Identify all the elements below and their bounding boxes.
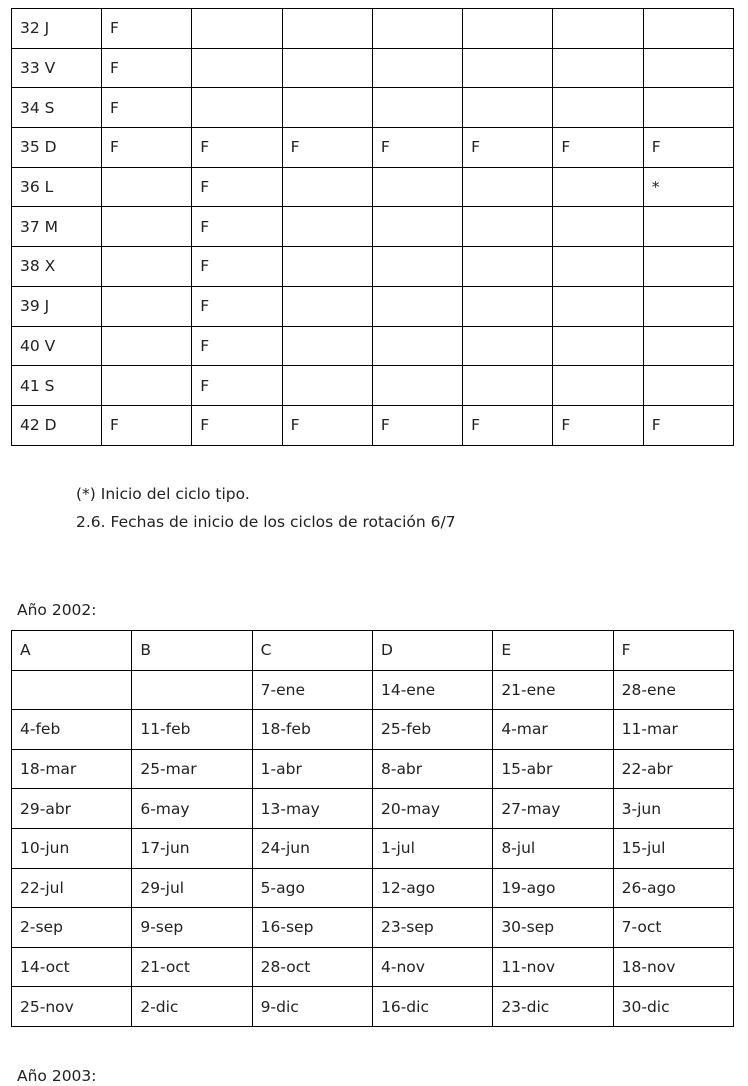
shift-cell [463,48,553,88]
shift-cell [282,167,372,207]
year-2002-table-body [12,670,734,1026]
date-cell: 18-mar [12,749,132,789]
shift-cell [553,207,643,247]
date-cell: 11-feb [132,710,252,750]
column-header: C [252,631,372,671]
table-row [12,128,734,168]
day-cell: 40 V [12,326,102,366]
date-cell: 29-abr [12,789,132,829]
shift-cell [102,207,192,247]
table-row [12,326,734,366]
date-cell: 9-dic [252,987,372,1027]
shift-cell: F [643,405,733,445]
shift-cell [463,167,553,207]
year-2002-table [11,630,734,1027]
shift-cell [463,9,553,49]
date-cell: 14-ene [372,670,492,710]
table-row [12,88,734,128]
shift-cell [643,207,733,247]
date-cell: 10-jun [12,828,132,868]
shift-cell [192,48,282,88]
shift-cell [643,247,733,287]
shift-cell [463,88,553,128]
section-heading: 2.6. Fechas de inicio de los ciclos de rotación 6/7 [76,513,456,531]
shift-cell [553,366,643,406]
shift-cell [192,88,282,128]
date-cell: 23-dic [493,987,613,1027]
rotation-table-body [12,9,734,446]
shift-cell [372,247,462,287]
date-cell: 15-abr [493,749,613,789]
shift-cell [463,366,553,406]
date-cell: 23-sep [372,908,492,948]
shift-cell [372,48,462,88]
table-row [12,48,734,88]
shift-cell [372,366,462,406]
date-cell: 18-nov [613,947,733,987]
shift-cell [553,286,643,326]
day-cell: 32 J [12,9,102,49]
table-row [12,710,734,750]
shift-cell: F [192,366,282,406]
date-cell: 3-jun [613,789,733,829]
shift-cell: F [192,128,282,168]
date-cell: 21-oct [132,947,252,987]
shift-cell [643,366,733,406]
shift-cell [463,286,553,326]
shift-cell [282,207,372,247]
shift-cell [463,247,553,287]
shift-cell [643,88,733,128]
date-cell: 8-abr [372,749,492,789]
shift-cell [643,326,733,366]
shift-cell [643,9,733,49]
shift-cell [643,286,733,326]
date-cell: 4-feb [12,710,132,750]
column-header: A [12,631,132,671]
shift-cell [102,167,192,207]
table-row [12,908,734,948]
date-cell: 7-oct [613,908,733,948]
shift-cell: F [463,128,553,168]
date-cell: 22-jul [12,868,132,908]
date-cell: 25-nov [12,987,132,1027]
date-cell: 7-ene [252,670,372,710]
date-cell: 20-may [372,789,492,829]
date-cell [132,670,252,710]
date-cell: 5-ago [252,868,372,908]
shift-cell [372,207,462,247]
date-cell: 17-jun [132,828,252,868]
shift-cell [372,326,462,366]
shift-cell [192,9,282,49]
shift-cell [102,286,192,326]
shift-cell: F [553,128,643,168]
shift-cell [463,207,553,247]
shift-cell [553,247,643,287]
date-cell: 16-dic [372,987,492,1027]
shift-cell [553,326,643,366]
column-header: E [493,631,613,671]
date-cell: 22-abr [613,749,733,789]
table-row [12,749,734,789]
date-cell: 16-sep [252,908,372,948]
date-cell: 4-nov [372,947,492,987]
date-cell: 21-ene [493,670,613,710]
shift-cell [282,326,372,366]
shift-cell: F [192,207,282,247]
shift-cell [372,9,462,49]
shift-cell [282,366,372,406]
shift-cell: F [282,405,372,445]
shift-cell [102,247,192,287]
date-cell: 25-feb [372,710,492,750]
table-row [12,286,734,326]
shift-cell [372,286,462,326]
shift-cell [553,88,643,128]
shift-cell: F [102,48,192,88]
date-cell: 25-mar [132,749,252,789]
table-row [12,247,734,287]
table-row [12,670,734,710]
shift-cell [643,48,733,88]
day-cell: 37 M [12,207,102,247]
table-row [12,947,734,987]
day-cell: 38 X [12,247,102,287]
date-cell: 11-nov [493,947,613,987]
shift-cell: F [192,247,282,287]
table-row [12,789,734,829]
year-2002-title: Año 2002: [17,601,97,619]
date-cell: 29-jul [132,868,252,908]
date-cell [12,670,132,710]
day-cell: 42 D [12,405,102,445]
date-cell: 8-jul [493,828,613,868]
date-cell: 27-may [493,789,613,829]
shift-cell [553,167,643,207]
shift-cell [282,48,372,88]
shift-cell [102,326,192,366]
shift-cell [282,247,372,287]
date-cell: 19-ago [493,868,613,908]
date-cell: 2-sep [12,908,132,948]
shift-cell: F [102,9,192,49]
shift-cell: F [282,128,372,168]
shift-cell: F [192,286,282,326]
table-row [12,405,734,445]
table-row [12,167,734,207]
date-cell: 28-oct [252,947,372,987]
date-cell: 26-ago [613,868,733,908]
date-cell: 1-jul [372,828,492,868]
shift-cell: F [463,405,553,445]
table-row [12,987,734,1027]
column-header: F [613,631,733,671]
day-cell: 34 S [12,88,102,128]
date-cell: 13-may [252,789,372,829]
shift-cell [282,9,372,49]
date-cell: 28-ene [613,670,733,710]
year-2003-title: Año 2003: [17,1067,97,1085]
header-row [12,631,734,671]
date-cell: 14-oct [12,947,132,987]
shift-cell: * [643,167,733,207]
shift-cell: F [372,128,462,168]
year-2002-table-header [12,631,734,671]
shift-cell: F [102,405,192,445]
day-cell: 35 D [12,128,102,168]
day-cell: 39 J [12,286,102,326]
shift-cell: F [102,88,192,128]
shift-cell [553,48,643,88]
day-cell: 36 L [12,167,102,207]
table-row [12,868,734,908]
column-header: B [132,631,252,671]
date-cell: 6-may [132,789,252,829]
shift-cell [553,9,643,49]
shift-cell [463,326,553,366]
day-cell: 33 V [12,48,102,88]
table-row [12,366,734,406]
footnote: (*) Inicio del ciclo tipo. [76,485,250,503]
shift-cell [282,88,372,128]
shift-cell: F [643,128,733,168]
date-cell: 15-jul [613,828,733,868]
date-cell: 1-abr [252,749,372,789]
date-cell: 11-mar [613,710,733,750]
table-row [12,9,734,49]
date-cell: 18-feb [252,710,372,750]
shift-cell: F [372,405,462,445]
shift-cell [102,366,192,406]
shift-cell [282,286,372,326]
shift-cell: F [102,128,192,168]
date-cell: 30-dic [613,987,733,1027]
shift-cell: F [192,167,282,207]
shift-cell: F [192,326,282,366]
shift-cell: F [192,405,282,445]
shift-cell: F [553,405,643,445]
table-row [12,207,734,247]
date-cell: 24-jun [252,828,372,868]
column-header: D [372,631,492,671]
date-cell: 2-dic [132,987,252,1027]
date-cell: 12-ago [372,868,492,908]
date-cell: 9-sep [132,908,252,948]
day-cell: 41 S [12,366,102,406]
shift-cell [372,88,462,128]
shift-cell [372,167,462,207]
date-cell: 30-sep [493,908,613,948]
date-cell: 4-mar [493,710,613,750]
table-row [12,828,734,868]
rotation-table [11,8,734,446]
